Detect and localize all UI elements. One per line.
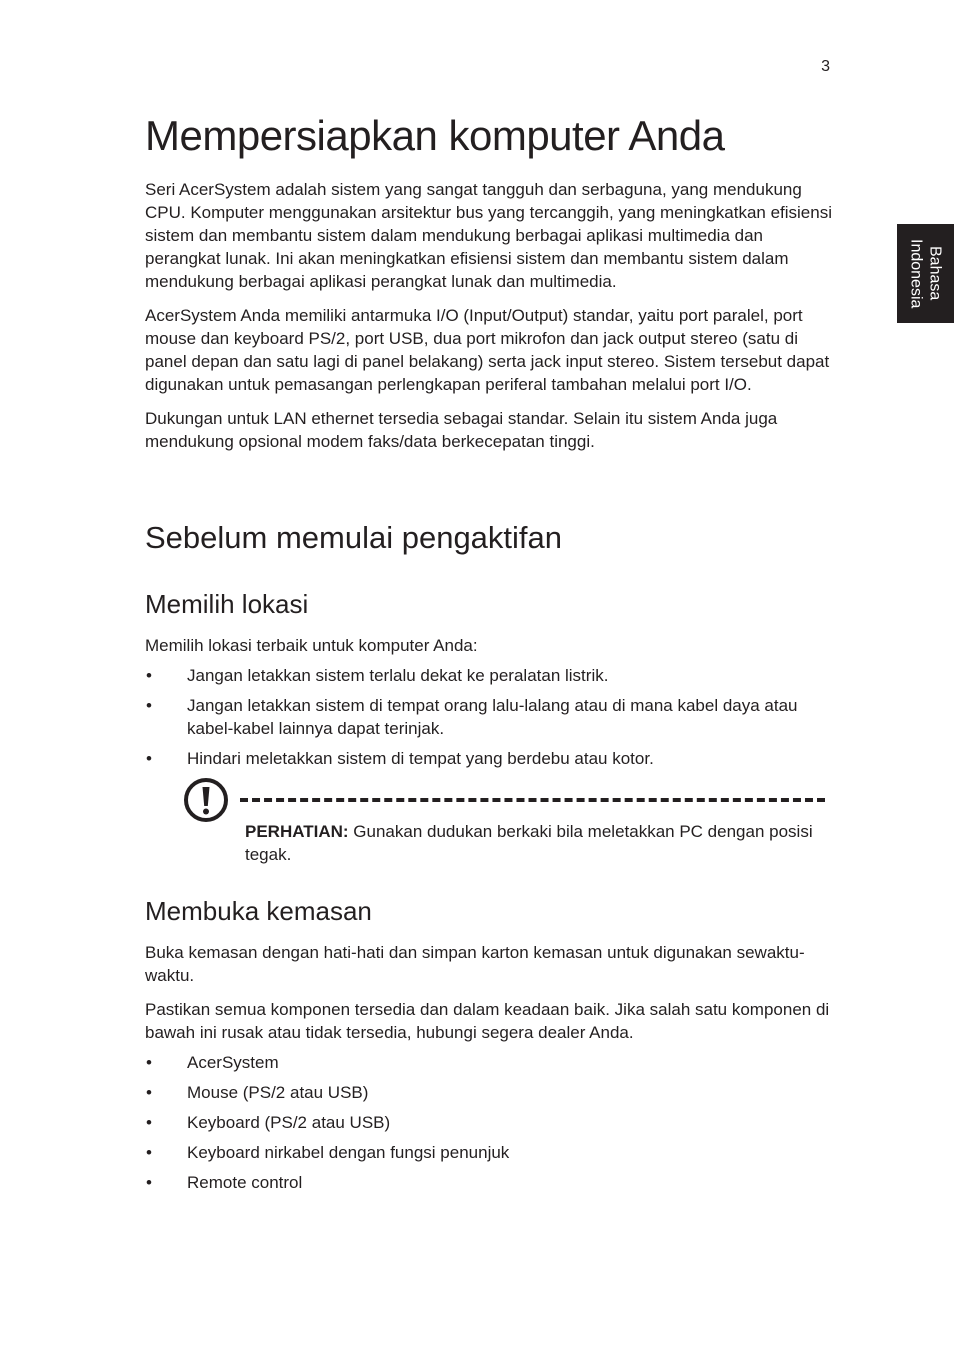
list-item: [145, 1111, 835, 1134]
bullet-marker: •: [146, 1083, 152, 1102]
intro-section: [145, 178, 835, 453]
list-item-text: AcerSystem: [187, 1053, 279, 1072]
language-side-tab-label: Bahasa Indonesia: [907, 238, 944, 309]
bullet-marker: •: [146, 1053, 152, 1072]
list-item-text: Keyboard (PS/2 atau USB): [187, 1113, 391, 1132]
bullet-marker: •: [146, 1143, 152, 1162]
unpacking-bullet-list: [145, 1051, 835, 1194]
language-side-tab: [897, 224, 954, 323]
list-item-text: Hindari meletakkan sistem di tempat yang berdebu atau kotor.: [187, 749, 654, 768]
bullet-marker: •: [146, 696, 152, 715]
unpacking-section: [145, 896, 835, 1201]
list-item: [145, 694, 835, 740]
list-item: [145, 1081, 835, 1104]
caution-note: [145, 777, 835, 872]
bullet-marker: •: [146, 749, 152, 768]
location-section: [145, 589, 835, 777]
list-item-text: Mouse (PS/2 atau USB): [187, 1083, 369, 1102]
page-number: 3: [821, 58, 830, 75]
page-title: Mempersiapkan komputer Anda: [145, 112, 725, 159]
note-label: PERHATIAN:: [245, 822, 349, 841]
bullet-marker: •: [146, 666, 152, 685]
location-heading: Memilih lokasi: [145, 589, 309, 619]
bullet-marker: •: [146, 1173, 152, 1192]
note-body: Gunakan dudukan berkaki bila meletakkan PC dengan posisi tegak.: [245, 822, 813, 864]
intro-paragraph-2: AcerSystem Anda memiliki antarmuka I/O (Input/Output) standar, yaitu port paralel, port mouse dan keyboard PS/2, port USB, dua port mikrofon dan jack output stereo (satu di panel depan dan satu lagi di panel belakang) serta jack input stereo. Sistem tersebut dapat digunakan untuk pemasangan perlengkapan periferal tambahan melalui port I/O.: [145, 306, 830, 394]
section-before-start: [145, 520, 835, 556]
note-divider: [240, 798, 825, 802]
caution-icon: [183, 777, 229, 823]
unpacking-paragraph-1: Buka kemasan dengan hati-hati dan simpan karton kemasan untuk digunakan sewaktu-waktu.: [145, 943, 805, 985]
bullet-marker: •: [146, 1113, 152, 1132]
list-item-text: Keyboard nirkabel dengan fungsi penunjuk: [187, 1143, 510, 1162]
section-heading-before-start: Sebelum memulai pengaktifan: [145, 520, 563, 555]
list-item: [145, 1171, 835, 1194]
list-item-text: Jangan letakkan sistem di tempat orang lalu-lalang atau di mana kabel daya atau kabel-kabel lainnya dapat terinjak.: [187, 696, 798, 738]
intro-paragraph-3: Dukungan untuk LAN ethernet tersedia sebagai standar. Selain itu sistem Anda juga mendukung opsional modem faks/data berkecepatan tinggi.: [145, 409, 778, 451]
list-item: [145, 664, 835, 687]
list-item-text: Jangan letakkan sistem terlalu dekat ke peralatan listrik.: [187, 666, 609, 685]
location-intro: Memilih lokasi terbaik untuk komputer Anda:: [145, 636, 478, 655]
intro-paragraph-1: Seri AcerSystem adalah sistem yang sangat tangguh dan serbaguna, yang mendukung CPU. Komputer menggunakan arsitektur bus yang tercanggih, yang meningkatkan efisiensi sistem dan membantu sistem dalam mendukung berbagai aplikasi multimedia dan perangkat lunak. Ini akan meningkatkan efisiensi sistem dan membantu sistem dalam mendukung berbagai aplikasi perangkat lunak dan multimedia.: [145, 180, 832, 291]
note-text: [245, 820, 830, 866]
list-item: [145, 1051, 835, 1074]
list-item-text: Remote control: [187, 1173, 303, 1192]
unpacking-paragraph-2: Pastikan semua komponen tersedia dan dalam keadaan baik. Jika salah satu komponen di bawah ini rusak atau tidak tersedia, hubungi segera dealer Anda.: [145, 1000, 830, 1042]
unpacking-heading: Membuka kemasan: [145, 896, 372, 926]
list-item: [145, 747, 835, 770]
list-item: [145, 1141, 835, 1164]
location-bullet-list: [145, 664, 835, 770]
